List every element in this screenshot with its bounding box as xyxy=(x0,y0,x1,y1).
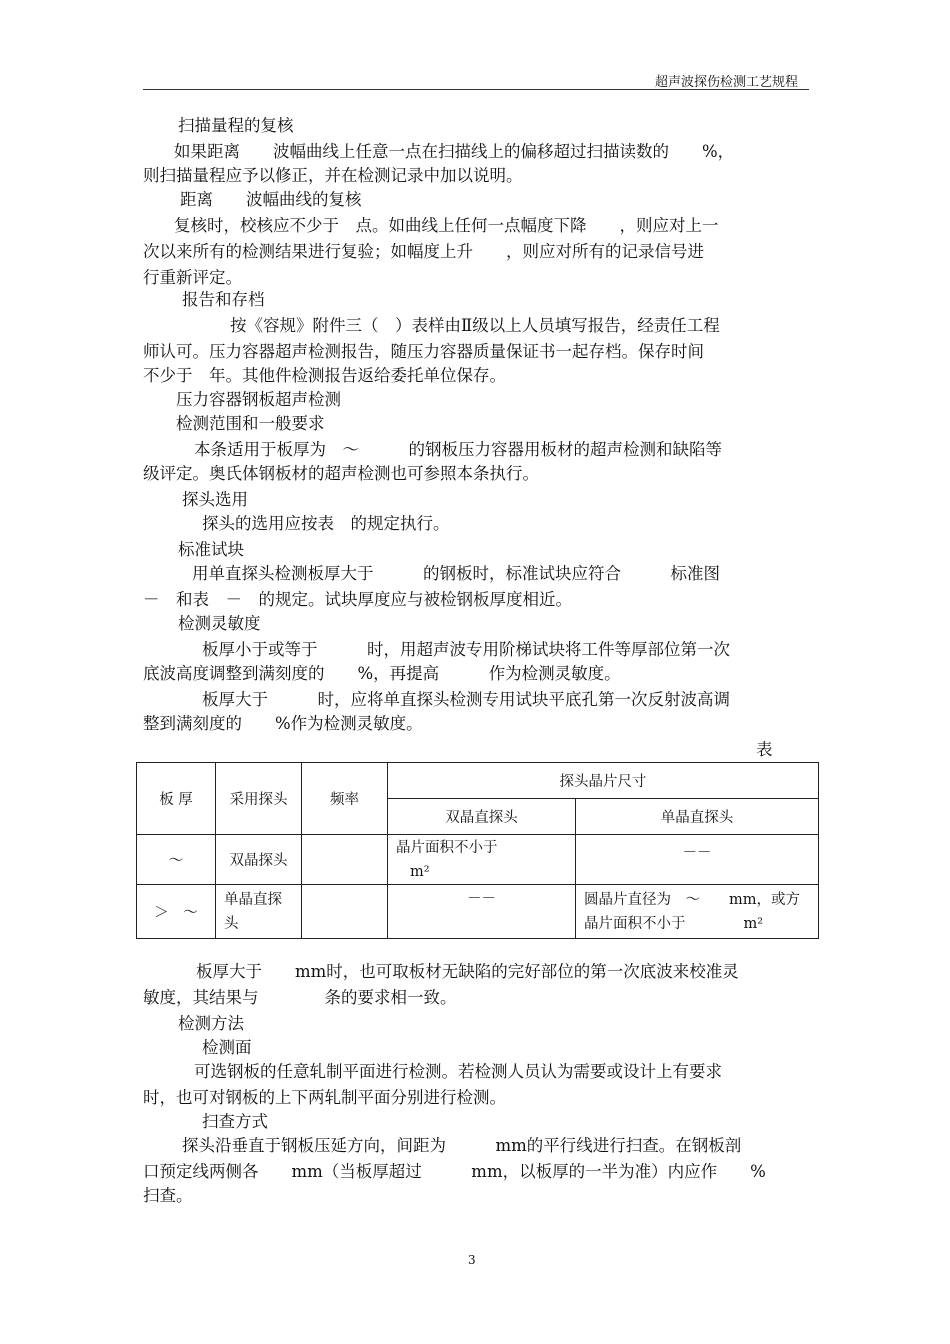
page-header-rule xyxy=(143,89,809,90)
cell-dual-probe xyxy=(388,835,576,885)
text-line: 压力容器钢板超声检测 xyxy=(176,390,341,409)
cell-frequency xyxy=(302,885,388,939)
cell-thickness: ～ xyxy=(137,835,216,885)
text-line: 标准试块 xyxy=(178,540,244,559)
text-line: 行重新评定。 xyxy=(143,268,242,287)
cell-line: 单晶直探 xyxy=(224,891,282,908)
cell-line: m² xyxy=(410,863,430,880)
text-line: 扫查方式 xyxy=(202,1112,268,1131)
text-line: 距离 波幅曲线的复核 xyxy=(180,190,362,209)
text-line: 用单直探头检测板厚大于 的钢板时，标准试块应符合 标准图 xyxy=(192,564,720,583)
text-line: 复核时，校核应不少于 点。如曲线上任何一点幅度下降 ，则应对上一 xyxy=(174,216,719,235)
cell-probe-type: 双晶探头 xyxy=(216,835,302,885)
text-line: 检测范围和一般要求 xyxy=(176,414,325,433)
text-line: 口预定线两侧各 mm（当板厚超过 mm，以板厚的一半为准）内应作 % xyxy=(143,1162,766,1181)
text-line: 检测面 xyxy=(202,1038,252,1057)
text-line: 探头的选用应按表 的规定执行。 xyxy=(202,514,450,533)
text-line: 时，也可对钢板的上下两轧制平面分别进行检测。 xyxy=(143,1088,506,1107)
text-line: 如果距离 波幅曲线上任意一点在扫描线上的偏移超过扫描读数的 %， xyxy=(174,142,735,161)
cell-single-probe: －－ xyxy=(576,835,819,885)
text-line: 扫查。 xyxy=(143,1186,193,1205)
text-line: 不少于 年。其他件检测报告返给委托单位保存。 xyxy=(143,366,506,385)
header-single-probe: 单晶直探头 xyxy=(576,799,819,835)
cell-line: 头 xyxy=(224,915,239,932)
table-row xyxy=(137,835,819,885)
text-line: 扫描量程的复核 xyxy=(178,116,294,135)
table-row xyxy=(137,885,819,939)
header-thickness: 板 厚 xyxy=(137,763,216,835)
table-label: 表 xyxy=(756,740,773,759)
text-line: 板厚大于 mm时，也可取板材无缺陷的完好部位的第一次底波来校准灵 xyxy=(196,962,739,981)
page-number: 3 xyxy=(468,1253,476,1267)
cell-line: 晶片面积不小于 xyxy=(396,839,498,856)
text-line: 整到满刻度的 %作为检测灵敏度。 xyxy=(143,714,423,733)
cell-probe-type xyxy=(216,885,302,939)
text-line: 板厚大于 时，应将单直探头检测专用试块平底孔第一次反射波高调 xyxy=(202,690,730,709)
text-line: 探头选用 xyxy=(182,490,248,509)
text-line: 检测灵敏度 xyxy=(178,614,261,633)
text-line: 级评定。奥氏体钢板材的超声检测也可参照本条执行。 xyxy=(143,464,539,483)
text-line: 次以来所有的检测结果进行复验；如幅度上升 ，则应对所有的记录信号进 xyxy=(143,242,704,261)
text-line: 本条适用于板厚为 ～ 的钢板压力容器用板材的超声检测和缺陷等 xyxy=(194,440,722,459)
cell-thickness: ＞ ～ xyxy=(137,885,216,939)
header-probe-type: 采用探头 xyxy=(216,763,302,835)
cell-frequency xyxy=(302,835,388,885)
header-frequency: 频率 xyxy=(302,763,388,835)
header-crystal-size: 探头晶片尺寸 xyxy=(388,763,819,799)
text-line: 底波高度调整到满刻度的 %，再提高 作为检测灵敏度。 xyxy=(143,664,621,683)
text-line: 探头沿垂直于钢板压延方向，间距为 mm的平行线进行扫查。在钢板剖 xyxy=(182,1136,742,1155)
text-line: 师认可。压力容器超声检测报告，随压力容器质量保证书一起存档。保存时间 xyxy=(143,342,704,361)
text-line: 报告和存档 xyxy=(182,290,265,309)
cell-line: 晶片面积不小于 m² xyxy=(584,915,764,932)
text-line: － 和表 － 的规定。试块厚度应与被检钢板厚度相近。 xyxy=(143,590,572,609)
page-header-title: 超声波探伤检测工艺规程 xyxy=(654,75,798,90)
probe-selection-table xyxy=(136,762,819,939)
text-line: 可选钢板的任意轧制平面进行检测。若检测人员认为需要或设计上有要求 xyxy=(194,1062,722,1081)
text-line: 按《容规》附件三（ ）表样由Ⅱ级以上人员填写报告，经责任工程 xyxy=(230,316,720,335)
text-line: 则扫描量程应予以修正，并在检测记录中加以说明。 xyxy=(143,166,523,185)
text-line: 敏度，其结果与 条的要求相一致。 xyxy=(143,988,457,1007)
cell-dual-probe: －－ xyxy=(388,885,576,939)
cell-single-probe xyxy=(576,885,819,939)
header-dual-probe: 双晶直探头 xyxy=(388,799,576,835)
text-line: 板厚小于或等于 时，用超声波专用阶梯试块将工件等厚部位第一次 xyxy=(202,640,730,659)
cell-line: 圆晶片直径为 ～ mm，或方 xyxy=(584,891,800,908)
text-line: 检测方法 xyxy=(178,1014,244,1033)
